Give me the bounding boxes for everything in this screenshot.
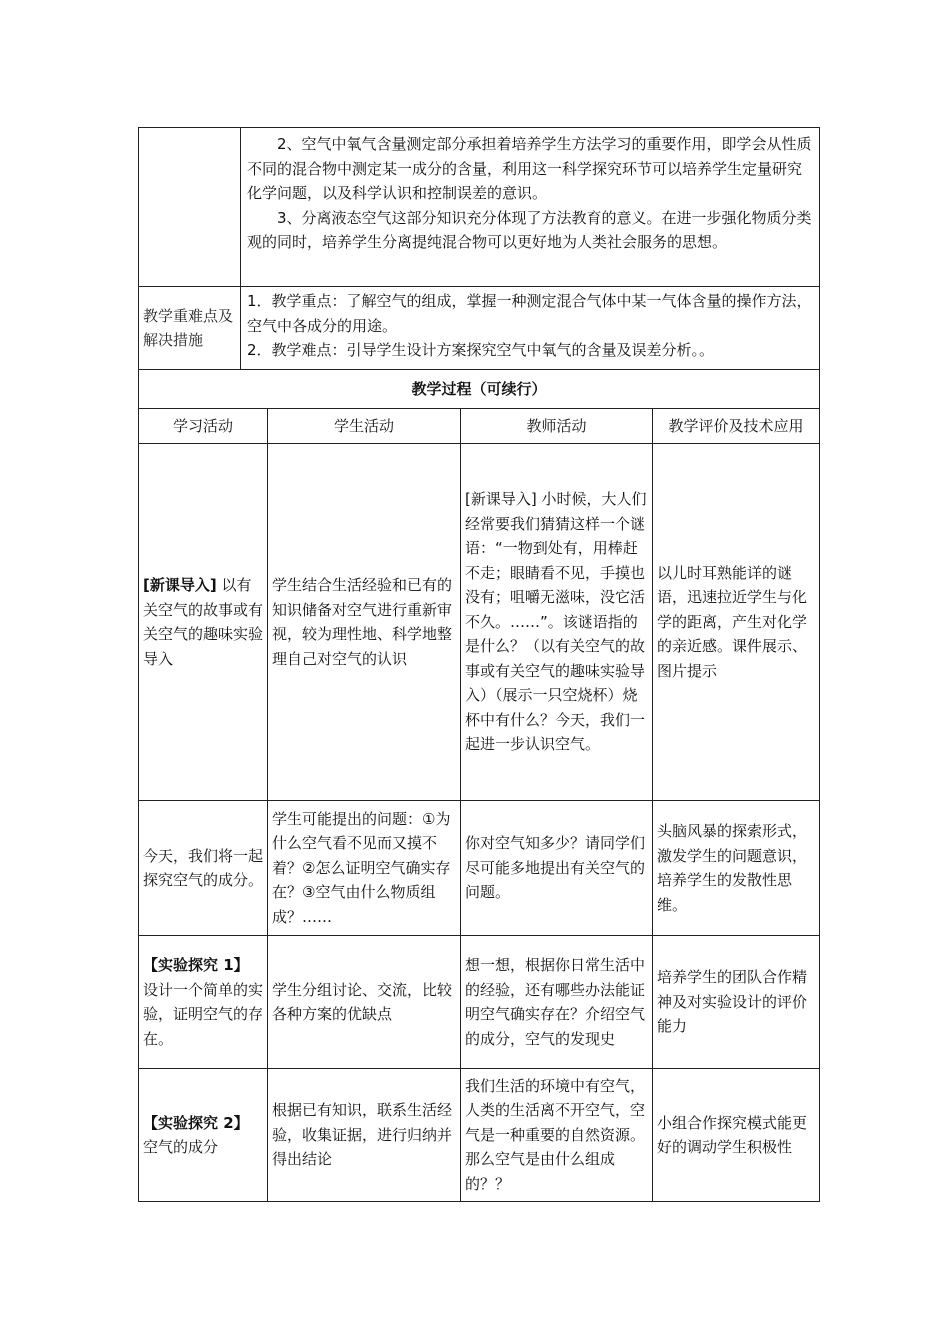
column-header-row	[139, 409, 820, 444]
activity-cell	[139, 801, 268, 936]
evaluation-cell: 以儿时耳熟能详的谜语，迅速拉近学生与化学的距离，产生对化学的亲近感。课件展示、图片提示	[653, 444, 820, 801]
activity-text: 空气的成分	[143, 1138, 219, 1156]
evaluation-cell: 头脑风暴的探索形式，激发学生的问题意识，培养学生的发散性思维。	[653, 801, 820, 936]
activity-bold-label: [新课导入]	[143, 576, 217, 594]
activity-text: 今天，我们将一起探究空气的成分。	[143, 846, 264, 889]
student-cell: 根据已有知识，联系生活经验，收集证据，进行归纳并得出结论	[268, 1069, 461, 1202]
table-row	[139, 936, 820, 1069]
column-header-evaluation: 教学评价及技术应用	[653, 409, 820, 444]
student-cell: 学生可能提出的问题：①为什么空气看不见而又摸不着？②怎么证明空气确实存在？③空气由什么物质组成？……	[268, 801, 461, 936]
key-point-1: 1．教学重点：了解空气的组成，掌握一种测定混合气体中某一气体含量的操作方法，空气中各成分的用途。	[247, 292, 812, 335]
evaluation-cell: 小组合作探究模式能更好的调动学生积极性	[653, 1069, 820, 1202]
activity-cell	[139, 1069, 268, 1202]
process-title-row	[139, 370, 820, 409]
intro-row	[139, 128, 820, 287]
column-header-teacher: 教师活动	[461, 409, 653, 444]
lesson-plan-table	[138, 127, 819, 1202]
teacher-cell: [新课导入] 小时候，大人们经常要我们猜猜这样一个谜语：“一物到处有，用棒赶不走；眼睛看不见，手摸也没有；咀嚼无滋味，没它活不久。……”。该谜语指的是什么？（以有关空气的故事或有关空气的趣味实验导入）（展示一只空烧杯）烧杯中有什么？今天，我们一起进一步认识空气。	[461, 444, 653, 801]
activity-bold-label: 【实验探究 1】	[143, 956, 249, 974]
intro-paragraph-2: 2、空气中氧气含量测定部分承担着培养学生方法学习的重要作用，即学会从性质不同的混合物中测定某一成分的含量，利用这一科学探究环节可以培养学生定量研究化学问题，以及科学认识和控制误差的意识。	[247, 135, 812, 202]
key-points-row	[139, 287, 820, 370]
table-row	[139, 1069, 820, 1202]
activity-text: 以有关空气的故事或有关空气的趣味实验导入	[143, 576, 264, 668]
key-points-label: 教学重难点及解决措施	[139, 287, 241, 370]
activity-cell	[139, 444, 268, 801]
process-title: 教学过程（可续行）	[139, 370, 820, 409]
column-header-student: 学生活动	[268, 409, 461, 444]
column-header-activity: 学习活动	[139, 409, 268, 444]
activity-cell	[139, 936, 268, 1069]
top-table	[138, 127, 820, 370]
teacher-cell: 我们生活的环境中有空气，人类的生活离不开空气，空气是一种重要的自然资源。那么空气是由什么组成的？？	[461, 1069, 653, 1202]
student-cell: 学生分组讨论、交流，比较各种方案的优缺点	[268, 936, 461, 1069]
process-table	[138, 369, 820, 1202]
evaluation-cell: 培养学生的团队合作精神及对实验设计的评价能力	[653, 936, 820, 1069]
activity-bold-label: 【实验探究 2】	[143, 1113, 249, 1132]
student-cell: 学生结合生活经验和已有的知识储备对空气进行重新审视，较为理性地、科学地整理自己对空气的认识	[268, 444, 461, 801]
intro-cell	[241, 128, 820, 287]
teacher-cell: 你对空气知多少？请同学们尽可能多地提出有关空气的问题。	[461, 801, 653, 936]
teacher-cell: 想一想，根据你日常生活中的经验，还有哪些办法能证明空气确实存在？介绍空气的成分，空气的发现史	[461, 936, 653, 1069]
intro-label-cell	[139, 128, 241, 287]
table-row	[139, 801, 820, 936]
table-row	[139, 444, 820, 801]
key-point-2: 2．教学难点：引导学生设计方案探究空气中氧气的含量及误差分析。。	[247, 341, 715, 359]
activity-text: 设计一个简单的实验，证明空气的存在。	[143, 980, 264, 1048]
key-points-cell	[241, 287, 820, 370]
intro-paragraph-3: 3、分离液态空气这部分知识充分体现了方法教育的意义。在进一步强化物质分类观的同时，培养学生分离提纯混合物可以更好地为人类社会服务的思想。	[247, 208, 812, 251]
